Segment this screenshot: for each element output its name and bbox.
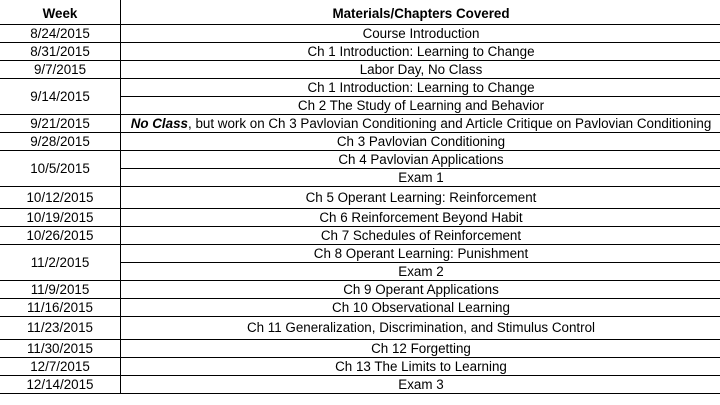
topic-cell: Ch 8 Operant Learning: Punishment [121,245,720,263]
week-cell: 12/14/2015 [0,376,121,394]
topic-cell: Ch 1 Introduction: Learning to Change [121,79,720,97]
topic-cell: Course Introduction [121,25,720,43]
table-row [0,187,720,209]
topic-cell: Ch 6 Reinforcement Beyond Habit [121,209,720,227]
topic-cell: Exam 3 [121,376,720,394]
topic-text: , but work on Ch 3 Pavlovian Conditioning and Article Critique on Pavlovian Conditioning [188,115,712,131]
no-class-label: No Class [130,115,188,131]
topic-cell: Ch 5 Operant Learning: Reinforcement [121,187,720,209]
week-cell: 12/7/2015 [0,358,121,376]
topic-cell: Ch 4 Pavlovian Applications [121,151,720,169]
week-cell: 11/30/2015 [0,340,121,358]
week-cell: 10/19/2015 [0,209,121,227]
table-row [0,281,720,299]
week-cell: 10/12/2015 [0,187,121,209]
table-row [0,227,720,245]
topic-cell: Ch 1 Introduction: Learning to Change [121,43,720,61]
topic-cell: Exam 1 [121,169,720,187]
week-cell: 11/9/2015 [0,281,121,299]
week-cell: 11/16/2015 [0,299,121,317]
table-row [0,299,720,317]
topic-cell: Ch 10 Observational Learning [121,299,720,317]
table-row [0,61,720,79]
week-cell: 8/31/2015 [0,43,121,61]
table-row [0,115,720,133]
materials-column-header: Materials/Chapters Covered [121,0,720,25]
topic-cell: Exam 2 [121,263,720,281]
topic-cell: Ch 11 Generalization, Discrimination, and Stimulus Control [121,317,720,340]
table-row [0,317,720,340]
week-cell: 9/28/2015 [0,133,121,151]
week-column-header: Week [0,0,121,25]
topic-cell: Ch 3 Pavlovian Conditioning [121,133,720,151]
topic-cell: Ch 12 Forgetting [121,340,720,358]
topic-cell: Labor Day, No Class [121,61,720,79]
table-row [0,340,720,358]
header-row [0,0,720,25]
week-cell: 11/2/2015 [0,245,121,281]
week-cell: 9/14/2015 [0,79,121,115]
week-cell: 8/24/2015 [0,25,121,43]
table-row [0,151,720,169]
topic-cell: Ch 2 The Study of Learning and Behavior [121,97,720,115]
table-row [0,133,720,151]
table-row [0,358,720,376]
topic-cell: Ch 9 Operant Applications [121,281,720,299]
week-cell: 10/26/2015 [0,227,121,245]
week-cell: 11/23/2015 [0,317,121,340]
table-row [0,43,720,61]
topic-cell [121,115,720,133]
week-cell: 9/7/2015 [0,61,121,79]
table-row [0,25,720,43]
topic-cell: Ch 13 The Limits to Learning [121,358,720,376]
week-cell: 9/21/2015 [0,115,121,133]
table-row [0,209,720,227]
topic-cell: Ch 7 Schedules of Reinforcement [121,227,720,245]
table-row [0,376,720,394]
table-row [0,245,720,263]
table-row [0,79,720,97]
week-cell: 10/5/2015 [0,151,121,187]
